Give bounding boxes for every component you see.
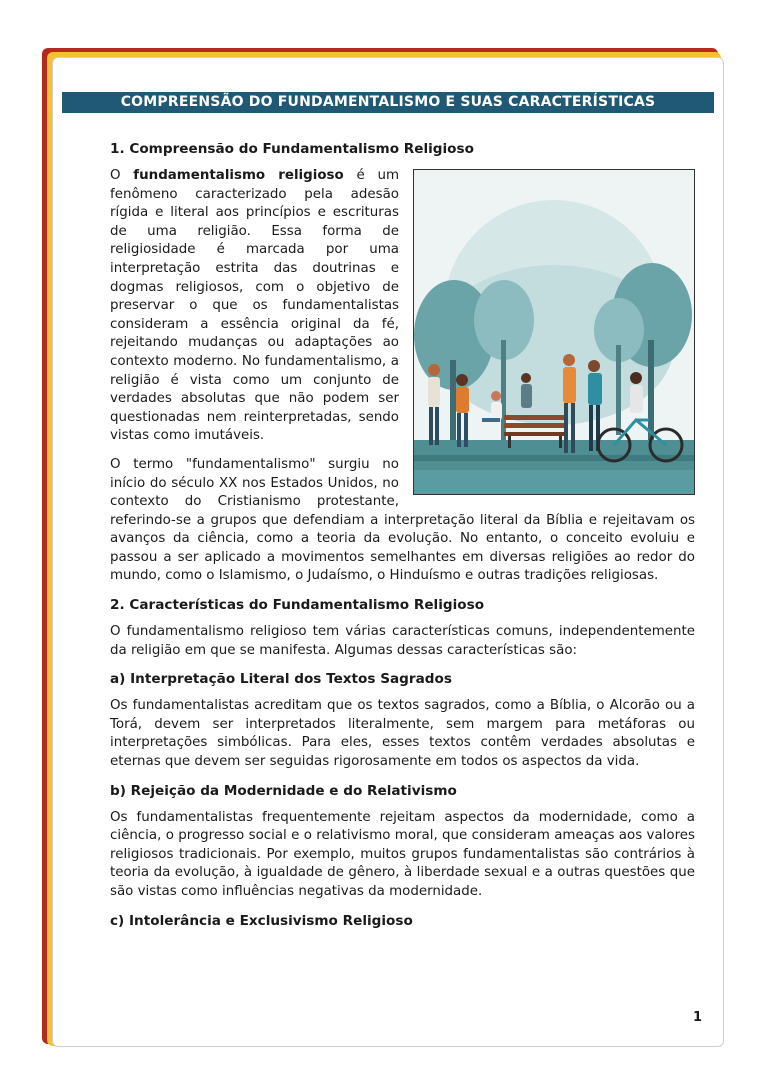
section-1-paragraph-2: O termo "fundamentalismo" surgiu no início do século XX nos Estados Unidos, no contexto do Cristianismo protestante, referindo-se a grupos que defendiam a interpretação literal da Bíblia e rejeitavam os avanços da ciência, como a teoria da evolução. No entanto, o conceito evoluiu e passou a ser aplicado a movimentos semelhantes em diversas religiões ao redor do mundo, como o Islamismo, o Judaísmo, o Hinduísmo e outras tradições religiosas. <box>110 456 695 584</box>
page-number: 1 <box>692 1010 702 1025</box>
bold-term: fundamentalismo religioso <box>133 168 344 183</box>
section-2-heading: 2. Características do Fundamentalismo Religioso <box>110 597 485 614</box>
subsection-b-text: Os fundamentalistas frequentemente rejeitam aspectos da modernidade, como a ciência, o progresso social e o relativismo moral, que consideram ameaças aos valores religiosos tradicionais. Por exemplo, muitos grupos fundamentalistas são contrários à teoria da evolução, à igualdade de gênero, à liberdade sexual e a outras questões que são vistas como influências negativas da modernidade. <box>110 809 695 899</box>
people-in-park-illustration <box>413 169 695 495</box>
subsection-a-text: Os fundamentalistas acreditam que os textos sagrados, como a Bíblia, o Alcorão ou a Torá, devem ser interpretados literalmente, sem margem para metáforas ou interpretações simbólicas. Para eles, esses textos contêm verdades absolutas e eternas que devem ser seguidas rigorosamente em todos os aspectos da vida. <box>110 698 695 770</box>
section-1-paragraph-1: O fundamentalismo religioso é um fenômeno caracterizado pela adesão rígida e literal aos princípios e escrituras de uma religião. Essa forma de religiosidade é marcada por uma interpretação estrita das doutrinas e dogmas religiosos, com o objetivo de preservar o que os fundamentalistas consideram a essência original da fé, rejeitando mudanças ou adaptações ao contexto moderno. No fundamentalismo, a religião é vista como um conjunto de verdades absolutas que não podem ser questionadas nem reinterpretadas, sendo vistas como imutáveis. <box>110 168 399 444</box>
document-body <box>110 140 695 939</box>
subsection-a-heading: a) Interpretação Literal dos Textos Sagrados <box>110 671 452 688</box>
subsection-b-heading: b) Rejeição da Modernidade e do Relativismo <box>110 782 457 799</box>
document-title-banner: COMPREENSÃO DO FUNDAMENTALISMO E SUAS CARACTERÍSTICAS <box>62 92 714 113</box>
section-2-intro: O fundamentalismo religioso tem várias características comuns, independentemente da religião em que se manifesta. Algumas dessas características são: <box>110 624 695 658</box>
subsection-c-heading: c) Intolerância e Exclusivismo Religioso <box>110 912 413 929</box>
section-1-heading: 1. Compreensão do Fundamentalismo Religioso <box>110 141 474 157</box>
